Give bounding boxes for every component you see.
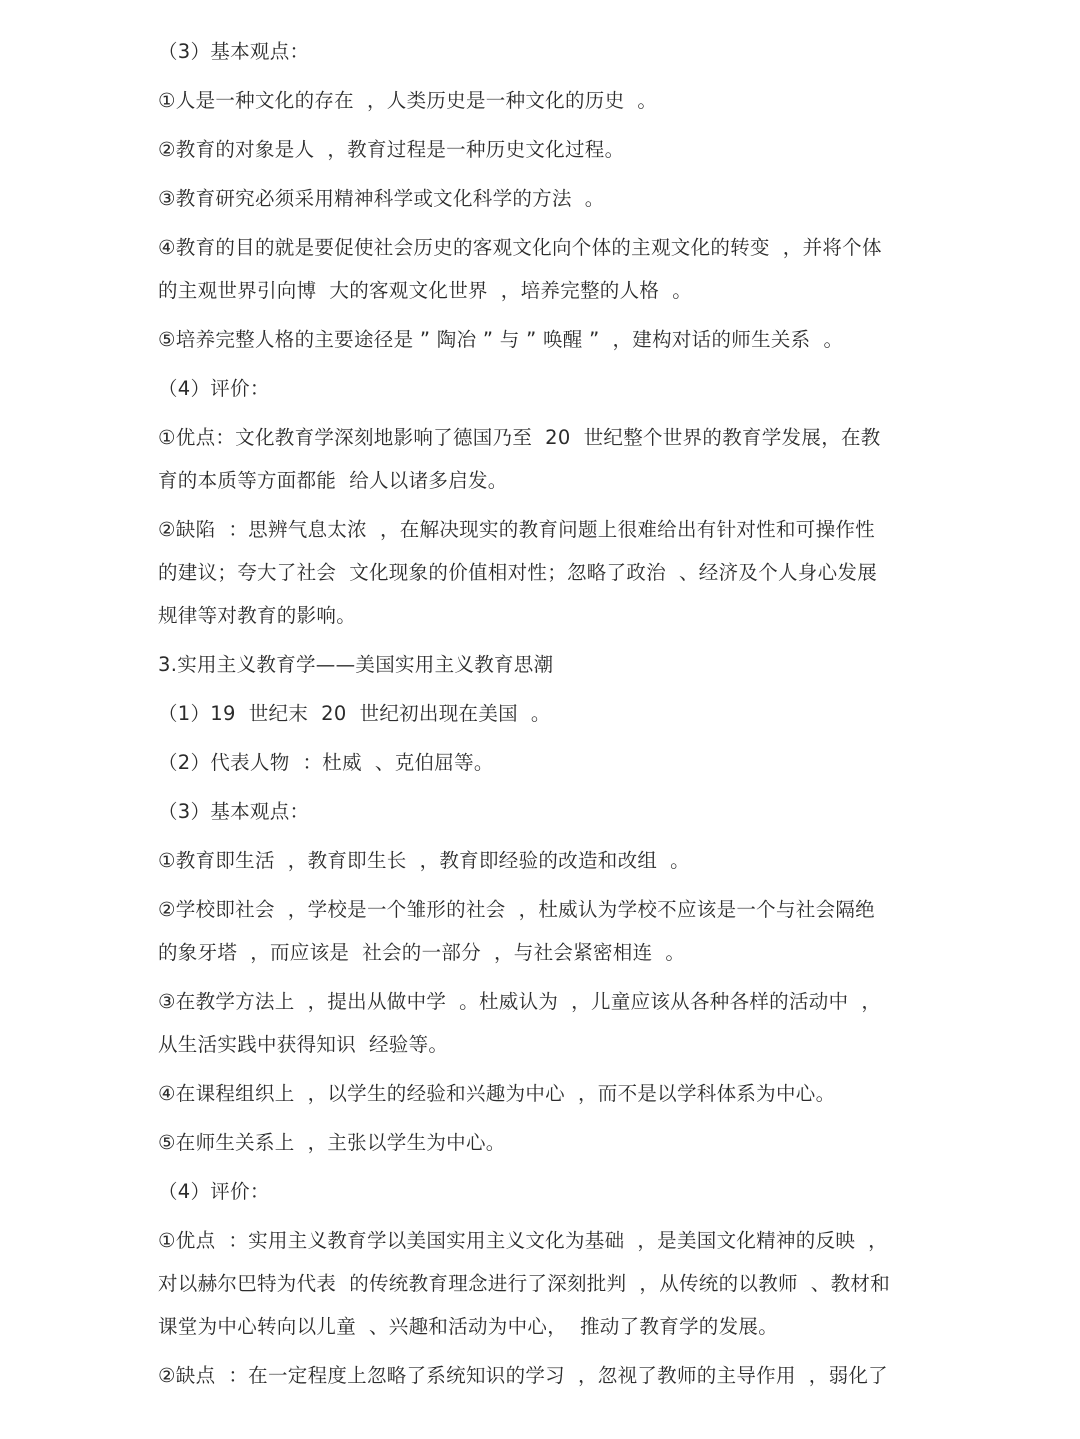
section-heading-evaluation: （4）评价： (158, 1180, 270, 1203)
section-heading-basic-views: （3）基本观点： (158, 40, 310, 63)
paragraph-line: 的建议；夸大了社会 文化现象的价值相对性；忽略了政治 、经济及个人身心发展 (158, 561, 877, 584)
paragraph-line: 规律等对教育的影响。 (158, 604, 357, 627)
paragraph-line: ②缺陷 ：思辨气息太浓 ，在解决现实的教育问题上很难给出有针对性和可操作性 (158, 518, 875, 541)
paragraph-line: ④在课程组织上 ，以学生的经验和兴趣为中心 ，而不是以学科体系为中心。 (158, 1082, 836, 1105)
paragraph-line: ①优点 ：实用主义教育学以美国实用主义文化为基础 ，是美国文化精神的反映 ， (158, 1229, 888, 1252)
paragraph-line: ⑤在师生关系上 ，主张以学生为中心。 (158, 1131, 506, 1154)
paragraph-line: ①人是一种文化的存在 ，人类历史是一种文化的历史 。 (158, 89, 658, 112)
paragraph-line: 对以赫尔巴特为代表 的传统教育理念进行了深刻批判 ，从传统的以教师 、教材和 (158, 1272, 890, 1295)
paragraph-line: ③在教学方法上 ，提出从做中学 。杜威认为 ，儿童应该从各种各样的活动中 ， (158, 990, 882, 1013)
paragraph-line: ④教育的目的就是要促使社会历史的客观文化向个体的主观文化的转变 ，并将个体 (158, 236, 882, 259)
paragraph-line: ①教育即生活 ，教育即生长 ，教育即经验的改造和改组 。 (158, 849, 690, 872)
paragraph-line: 从生活实践中获得知识 经验等。 (158, 1033, 449, 1056)
paragraph-line: （2）代表人物 ：杜威 、克伯屈等。 (158, 751, 494, 774)
section-heading-evaluation: （4）评价： (158, 377, 270, 400)
paragraph-line: ②教育的对象是人 ，教育过程是一种历史文化过程。 (158, 138, 625, 161)
section-heading-basic-views: （3）基本观点： (158, 800, 310, 823)
paragraph-line: （1）19 世纪末 20 世纪初出现在美国 。 (158, 702, 551, 725)
section-title-pragmatism: 3.实用主义教育学——美国实用主义教育思潮 (158, 653, 554, 676)
paragraph-line: 的主观世界引向博 大的客观文化世界 ，培养完整的人格 。 (158, 279, 692, 302)
paragraph-line: 的象牙塔 ，而应该是 社会的一部分 ，与社会紧密相连 。 (158, 941, 686, 964)
paragraph-line: 课堂为中心转向以儿童 、兴趣和活动为中心， 推动了教育学的发展。 (158, 1315, 778, 1338)
paragraph-line: ③教育研究必须采用精神科学或文化科学的方法 。 (158, 187, 605, 210)
paragraph-line: ⑤培养完整人格的主要途径是 ” 陶冶 ” 与 ” 唤醒 ” ，建构对话的师生关系 。 (158, 328, 844, 351)
paragraph-line: ①优点：文化教育学深刻地影响了德国乃至 20 世纪整个世界的教育学发展，在教 (158, 426, 881, 449)
paragraph-line: ②学校即社会 ，学校是一个雏形的社会 ，杜威认为学校不应该是一个与社会隔绝 (158, 898, 875, 921)
paragraph-line: ②缺点 ：在一定程度上忽略了系统知识的学习 ，忽视了教师的主导作用 ，弱化了 (158, 1364, 888, 1387)
paragraph-line: 育的本质等方面都能 给人以诸多启发。 (158, 469, 508, 492)
